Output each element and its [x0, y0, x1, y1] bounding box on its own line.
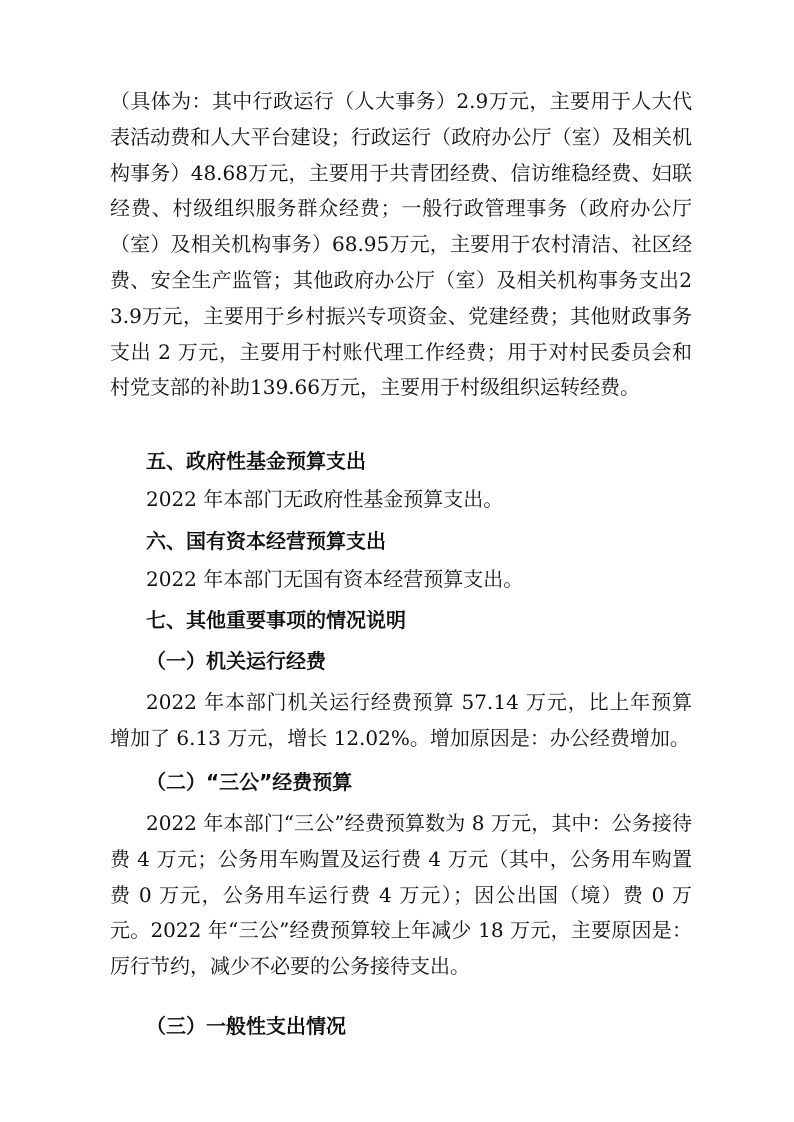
subheading-general-expenditure: （三）一般性支出情况 [146, 1014, 346, 1038]
subheading-three-public-expenses: （二）“三公”经费预算 [146, 770, 353, 794]
section-heading-state-capital: 六、国有资本经营预算支出 [146, 529, 386, 553]
section-heading-other-matters: 七、其他重要事项的情况说明 [146, 608, 406, 632]
text-no-government-fund: 2022 年本部门无政府性基金预算支出。 [146, 487, 504, 511]
subheading-operating-expenses: （一）机关运行经费 [146, 649, 326, 673]
text-no-state-capital: 2022 年本部门无国有资本经营预算支出。 [146, 567, 524, 591]
section-heading-government-fund: 五、政府性基金预算支出 [146, 449, 366, 473]
paragraph-three-public-expenses: 2022 年本部门“三公”经费预算数为 8 万元，其中：公务接待费 4 万元；公务用车购置及运行费 4 万元（其中，公务用车购置费 0 万元，公务用车运行费 4 万元）；因公出国（境）费 0 万元。2022 年“三公”经费预算较上年减少 18 万元，主要原因是：厉行节约，减少不必要的公务接待支出。 [110, 811, 692, 979]
paragraph-operating-expenses: 2022 年本部门机关运行经费预算 57.14 万元，比上年预算增加了 6.13 万元，增长 12.02%。增加原因是：办公经费增加。 [110, 690, 692, 750]
paragraph-expenditure-details: （具体为：其中行政运行（人大事务）2.9万元，主要用于人大代表活动费和人大平台建设；行政运行（政府办公厅（室）及相关机构事务）48.68万元，主要用于共青团经费、信访维稳经费、妇联经费、村级组织服务群众经费；一般行政管理事务（政府办公厅（室）及相关机构事务）68.95万元，主要用于农村清洁、社区经费、安全生产监管；其他政府办公厅（室）及相关机构事务支出23.9万元，主要用于乡村振兴专项资金、党建经费；其他财政事务支出 2 万元，主要用于村账代理工作经费；用于对村民委员会和村党支部的补助139.66万元，主要用于村级组织运转经费。 [110, 89, 692, 400]
